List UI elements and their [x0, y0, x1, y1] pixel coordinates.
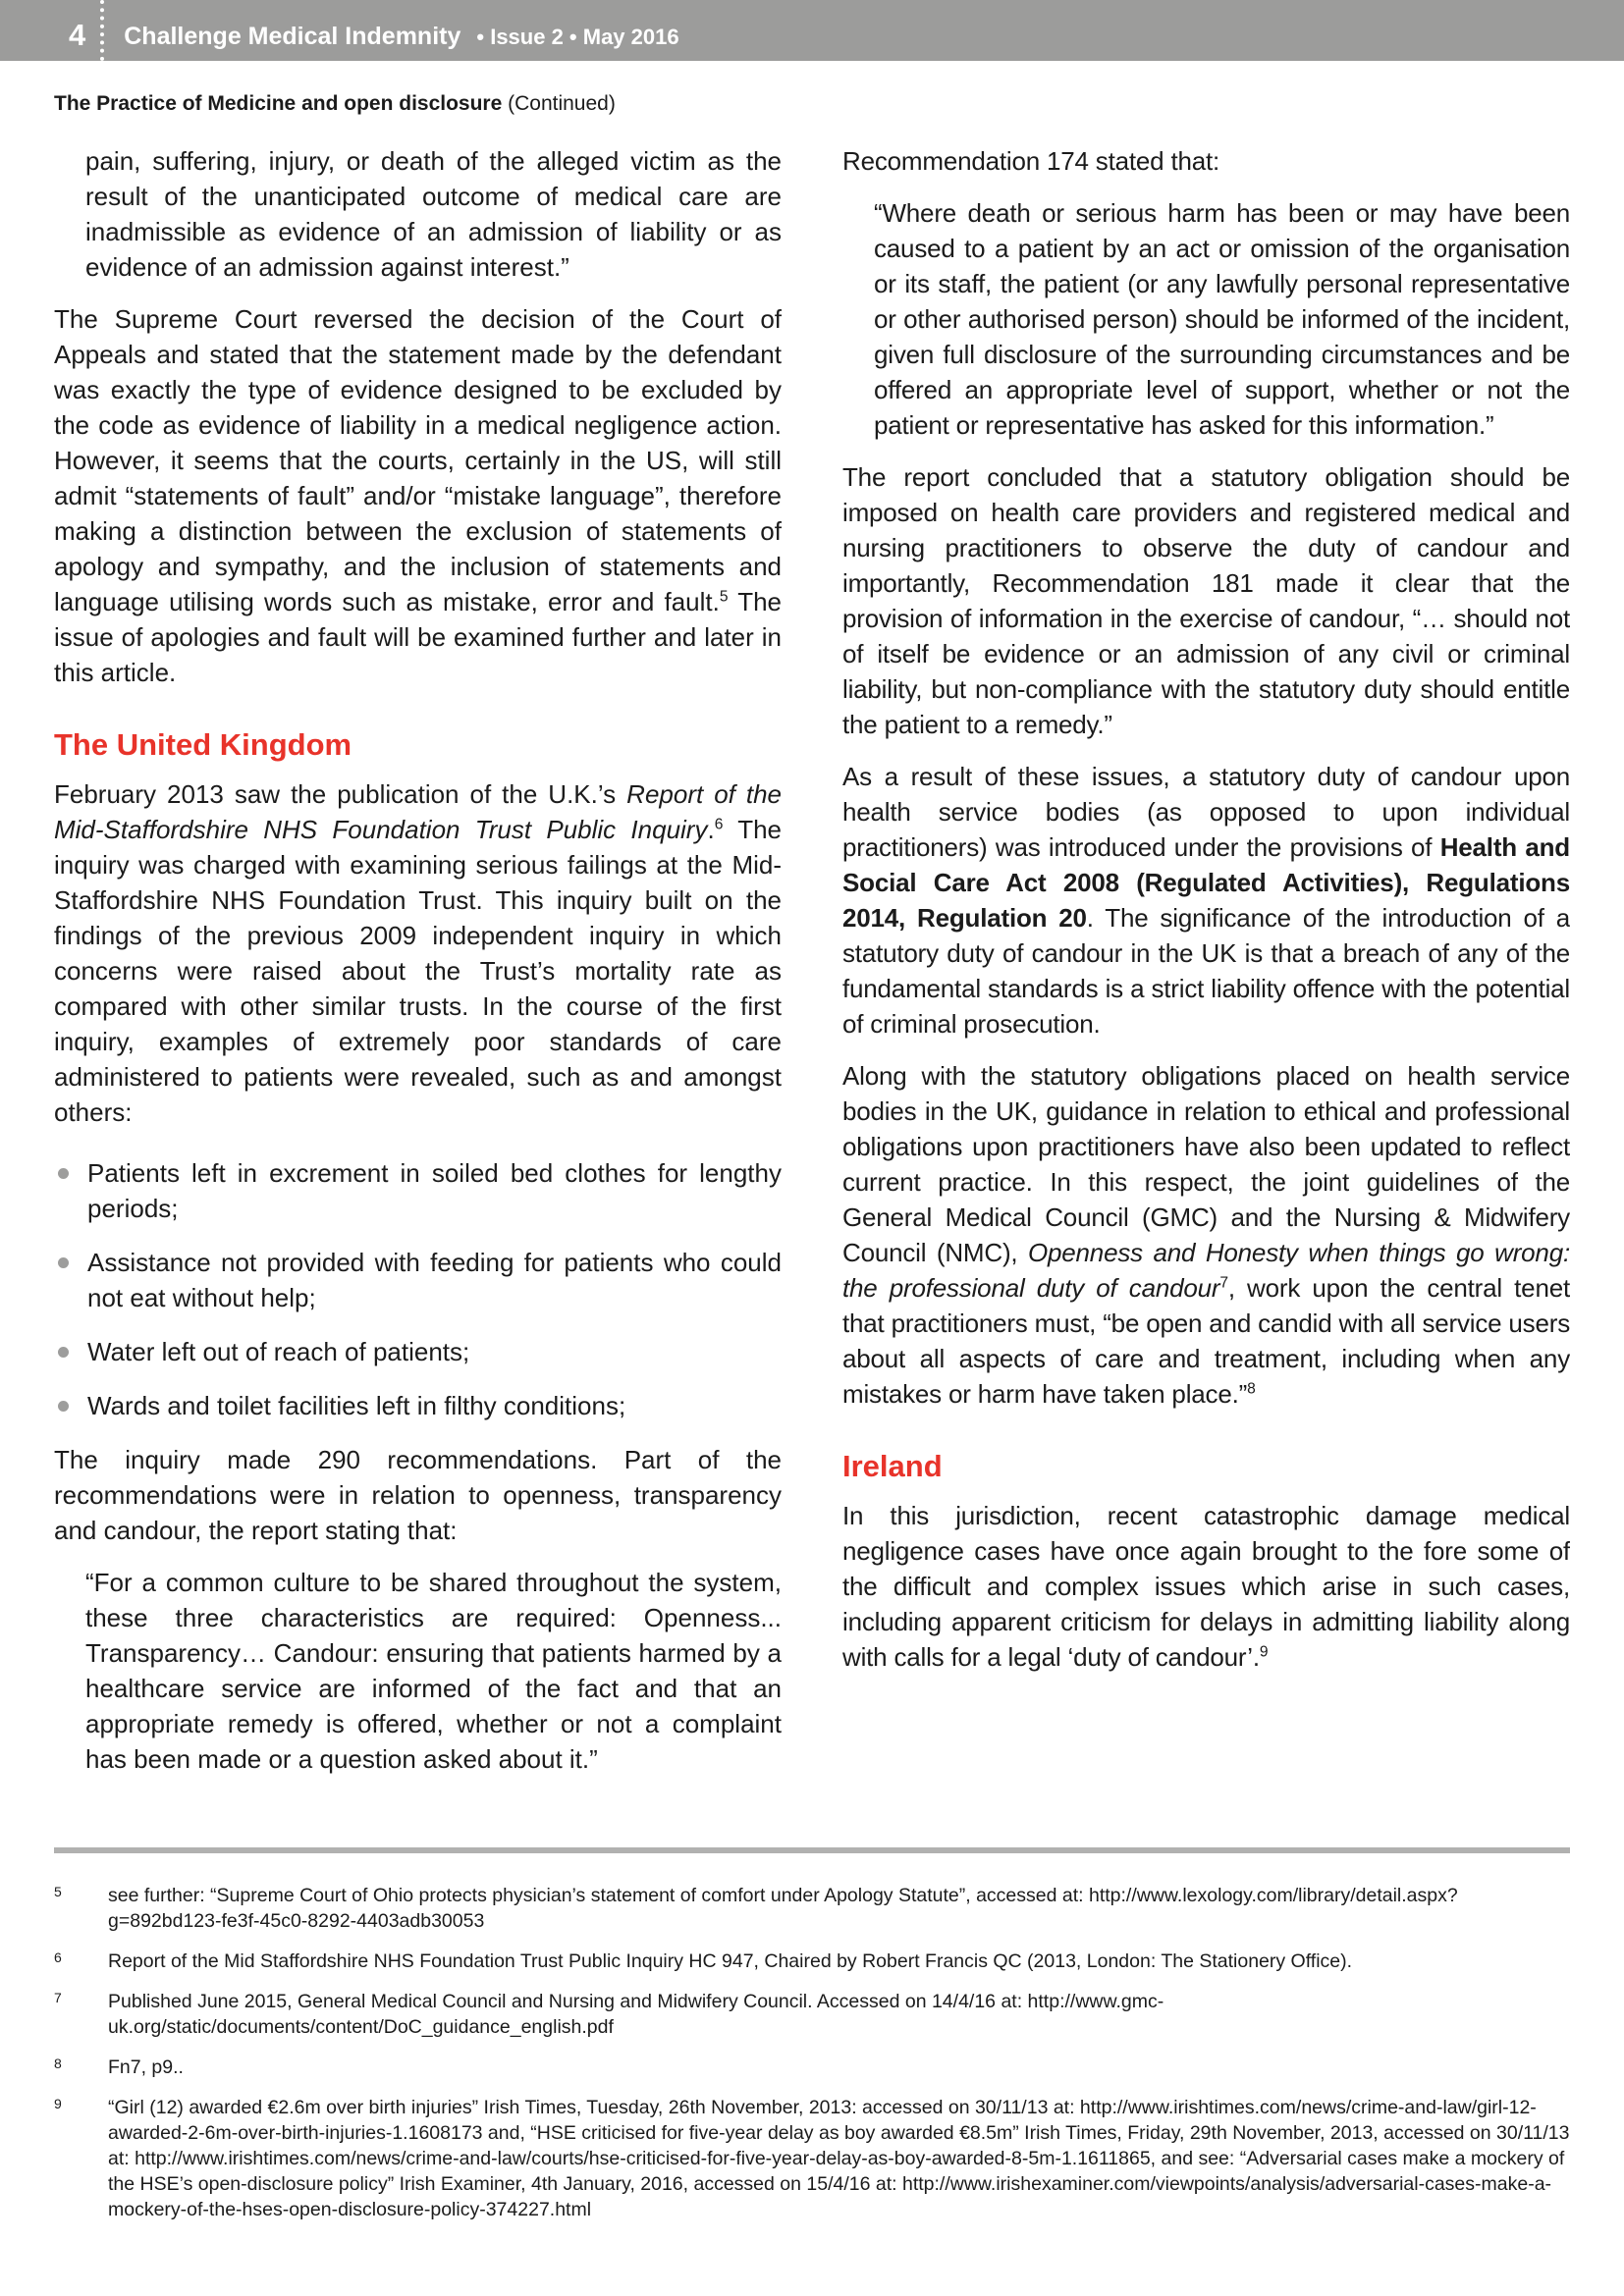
bullet-item: Assistance not provided with feeding for patients who could not eat without help;	[54, 1245, 782, 1315]
footnote-ref-8: 8	[1247, 1380, 1256, 1398]
header-bar	[0, 0, 1624, 61]
right-column	[842, 143, 1570, 1810]
para-supreme-court: The Supreme Court reversed the decision of the Court of Appeals and stated that the statement made by the defendant was exactly the type of evidence designed to be excluded by the code as evidence of liability in a medical negligence action. However, it seems that the courts, certainly in the US, will still admit “statements of fault” and/or “mistake language”, therefore making a distinction between the exclusion of statements of apology and sympathy, and the inclusion of statements and language utilising words such as mistake, error and fault.$^5$ The issue of apologies and fault will be examined further and later in this article.	[54, 304, 783, 687]
article-title	[54, 92, 1570, 116]
article-title-text: The Practice of Medicine and open disclosure	[54, 92, 503, 115]
footnote-ref-6: 6	[714, 816, 724, 833]
page-number: 4	[69, 18, 86, 52]
footnote-number: 5	[54, 1884, 62, 1899]
section-heading-united-kingdom: The United Kingdom	[54, 727, 352, 762]
quote-block-where-death: “Where death or serious harm has been or may have been caused to a patient by an act or omission of the organisation or its staff, the patient (or any lawfully personal representative or other authorised person) should be informed of the incident, given full disclosure of the surrounding circumstances and be offered an appropriate level of support, whether or not the patient or representative has asked for this information.”	[874, 198, 1570, 440]
para-290-recommendations: The inquiry made 290 recommendations. Part of the recommendations were in relation to openness, transparency and candour, the report stating that:	[54, 1445, 782, 1545]
footnote-number: 6	[54, 1949, 62, 1965]
footnote-text: see further: “Supreme Court of Ohio protects physician’s statement of comfort under Apology Statute”, accessed at: http://www.lexology.com/library/detail.aspx?g=892bd123-fe3f-45c0-8292-4403adb30053	[108, 1885, 1458, 1932]
footnote-item	[54, 1989, 1570, 2040]
para-along-with: Along with the statutory obligations placed on health service bodies in the UK, guidance in relation to ethical and professional obligations upon practitioners have also been updated to reflect current practice. In this respect, the joint guidelines of the General Medical Council (GMC) and the Nursing & Midwifery Council (NMC), Openness and Honesty when things go wrong: the professional duty of candour$^7$, work upon the central tenet that practitioners must, “be open and candid with all service users about all aspects of care and treatment, including when any mistakes or harm have taken place.”$^8$	[842, 1061, 1570, 1409]
footnote-number: 9	[54, 2096, 62, 2111]
footnote-text: Published June 2015, General Medical Council and Nursing and Midwifery Council. Accessed on 14/4/16 at: http://www.gmc-uk.org/static/documents/content/DoC_guidance_english.pdf	[108, 1991, 1164, 2038]
para-uk-inquiry: February 2013 saw the publication of the U.K.’s Report of the Mid-Staffordshire NHS Foundation Trust Public Inquiry.$^6$ The inquiry was charged with examining serious failings at the Mid-Staffordshire NHS Foundation Trust. This inquiry built on the findings of the previous 2009 independent inquiry in which concerns were raised about the Trust’s mortality rate as compared with other similar trusts. In the course of the first inquiry, examples of extremely poor standards of care administered to patients were revealed, such as and amongst others:	[54, 779, 783, 1127]
continued-label: (Continued)	[502, 92, 616, 115]
footnote-text: Fn7, p9..	[108, 2056, 184, 2078]
para-ireland: In this jurisdiction, recent catastrophic damage medical negligence cases have once again brought to the fore some of the difficult and complex issues which arise in such cases, including apparent criticism for delays in admitting liability along with calls for a legal ‘duty of candour’.$^9$	[842, 1501, 1570, 1672]
bullet-dot-icon	[58, 1347, 69, 1358]
para-report-concluded: The report concluded that a statutory obligation should be imposed on health care providers and registered medical and nursing practitioners to observe the duty of candour and importantly, Recommendation 181 made it clear that the provision of information in the exercise of candour, “… should not of itself be evidence or an admission of any civil or criminal liability, but non-compliance with the statutory duty should entitle the patient to a remedy.”	[842, 462, 1570, 739]
act-title-bold: Health and Social Care Act 2008 (Regulated Activities), Regulations 2014, Regulation 20	[842, 832, 1570, 933]
footnote-divider	[54, 1847, 1570, 1853]
footnote-item	[54, 2095, 1570, 2222]
footnote-text: Report of the Mid Staffordshire NHS Foundation Trust Public Inquiry HC 947, Chaired by Robert Francis QC (2013, London: The Stationery Office).	[108, 1950, 1353, 1972]
para-statutory-duty: As a result of these issues, a statutory duty of candour upon health service bodies (as opposed to upon individual practitioners) was introduced under the provisions of Health and Social Care Act 2008 (Regulated Activities), Regulations 2014, Regulation 20. The significance of the introduction of a statutory duty of candour in the UK is that a breach of any of the fundamental standards is a strict liability offence with the potential of criminal prosecution.	[842, 762, 1570, 1039]
newsletter-title: Challenge Medical Indemnity	[124, 23, 461, 50]
footnotes-section	[54, 1883, 1570, 2222]
para-recommendation-174: Recommendation 174 stated that:	[842, 146, 1220, 176]
footnote-item	[54, 2055, 1570, 2080]
bullet-dot-icon	[58, 1168, 69, 1179]
bullet-item: Wards and toilet facilities left in filthy conditions;	[54, 1388, 782, 1423]
footnote-number: 7	[54, 1990, 62, 2005]
dotted-separator	[100, 0, 104, 61]
bullet-item: Patients left in excrement in soiled bed clothes for lengthy periods;	[54, 1155, 782, 1226]
footnote-text: “Girl (12) awarded €2.6m over birth injuries” Irish Times, Tuesday, 26th November, 2013: accessed on 30/11/13 at: http://www.irishtimes.com/news/crime-and-law/girl-12-awarded-2-6m-over-birth-injuries-1.1608173 and, “HSE criticised for five-year delay as boy awarded €8.5m” Irish Times, Friday, 29th November, 2013, accessed on 30/11/13 at: http://www.irishtimes.com/news/crime-and-law/courts/hse-criticised-for-five-year-delay-as-boy-awarded-8-5m-1.1611865, and see: “Adversarial cases make a mockery of the HSE’s open-disclosure policy” Irish Examiner, 4th January, 2016, accessed on 15/4/16 at: http://www.irishexaminer.com/viewpoints/analysis/adversarial-cases-make-a-mockery-of-the-hses-open-disclosure-policy-374227.html	[108, 2097, 1570, 2220]
footnote-ref-5: 5	[719, 588, 729, 606]
report-title-italic: Report of the Mid-Staffordshire NHS Foundation Trust Public Inquiry	[54, 779, 783, 844]
section-heading-ireland: Ireland	[842, 1449, 943, 1483]
left-column	[54, 143, 782, 1810]
footnote-ref-7: 7	[1219, 1274, 1228, 1292]
footnote-item	[54, 1949, 1570, 1974]
quote-block-common-culture: “For a common culture to be shared throughout the system, these three characteristics are required: Openness... Transparency… Candour: ensuring that patients harmed by a healthcare service are informed of the fact and that an appropriate remedy is offered, whether or not a complaint has been made or a question asked about it.”	[85, 1568, 782, 1774]
footnote-item	[54, 1883, 1570, 1934]
bullet-item: Water left out of reach of patients;	[54, 1334, 782, 1369]
bullet-dot-icon	[58, 1401, 69, 1412]
footnote-ref-9: 9	[1259, 1643, 1269, 1661]
article-body	[54, 143, 1570, 1810]
bullet-dot-icon	[58, 1257, 69, 1268]
footnote-number: 8	[54, 2056, 62, 2071]
guideline-title-italic: Openness and Honesty when things go wrong: the professional duty of candour	[842, 1238, 1570, 1303]
quote-block-victim: pain, suffering, injury, or death of the alleged victim as the result of the unanticipated outcome of medical care are inadmissible as evidence of an admission of liability or as evidence of an admission against interest.”	[85, 146, 782, 282]
failings-bullet-list	[54, 1155, 782, 1423]
issue-date: • Issue 2 • May 2016	[476, 25, 679, 49]
